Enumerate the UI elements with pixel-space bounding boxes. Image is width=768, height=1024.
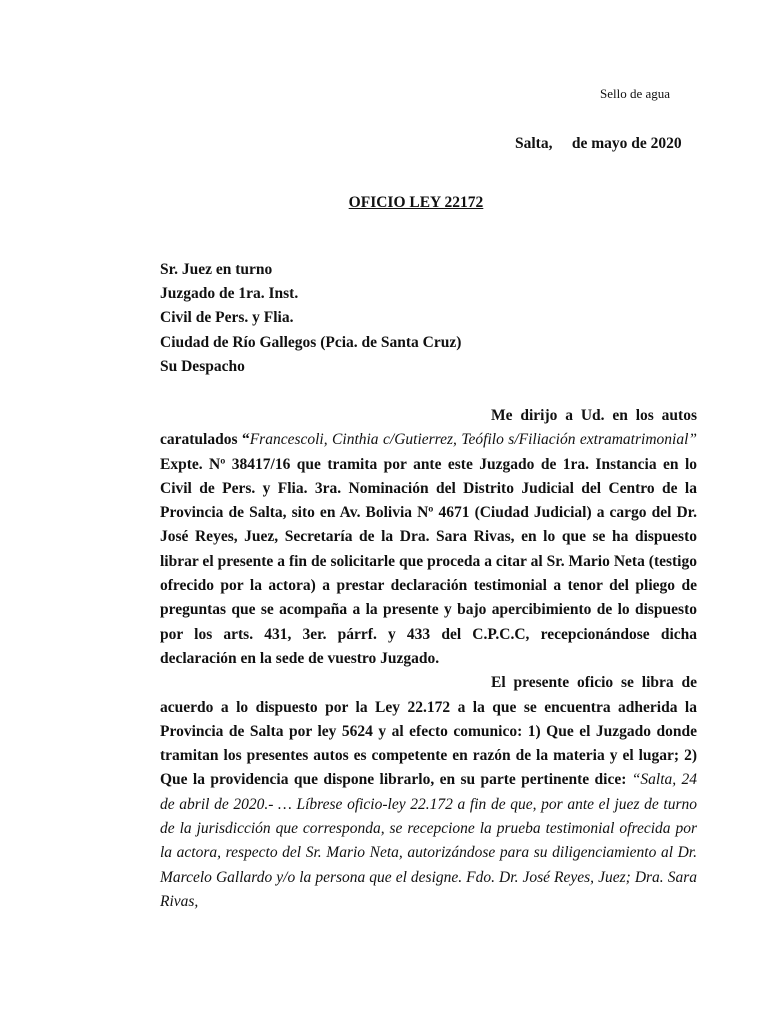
letter-body	[160, 404, 697, 914]
watermark-note: Sello de agua	[600, 86, 671, 101]
paragraph-rest: Expte. Nº 38417/16 que tramita por ante este Juzgado de 1ra. Instancia en lo Civil de Pers. y Flia. 3ra. Nominación del Distrito Judicial del Centro de la Provincia de Salta, sito en Av. Bolivia Nº 4671 (Ciudad Judicial) a cargo del Dr. José Reyes, Juez, Secretaría de la Dra. Sara Rivas, en lo que se ha dispuesto librar el presente a fin de solicitarle que proceda a citar al Sr. Mario Neta (testigo ofrecido por la actora) a prestar declaración testimonial a tenor del pliego de preguntas que se acompaña a la presente y bajo apercibimiento de lo dispuesto por los arts. 431, 3er. párrf. y 433 del C.P.C.C, recepcionándose dicha declaración en la sede de vuestro Juzgado.	[160, 455, 697, 667]
date-line: Salta, de mayo de 2020	[515, 135, 682, 152]
addressee-line: Sr. Juez en turno	[160, 261, 273, 278]
addressee-line: Juzgado de 1ra. Inst.	[160, 285, 299, 303]
case-title: Francescoli, Cinthia c/Gutierrez, Teófilo s/Filiación extramatrimonial”	[249, 431, 698, 449]
addressee-line: Civil de Pers. y Flia.	[160, 309, 294, 327]
court-order-quote: “Salta, 24 de abril de 2020.- … Líbrese oficio-ley 22.172 a fin de que, por ante el juez de turno de la jurisdicción que corresponda, se recepcione la prueba testimonial ofrecida por la actora, respecto del Sr. Mario Neta, autorizándose para su diligenciamiento al Dr. Marcelo Gallardo y/o la persona que el designe. Fdo. Dr. José Reyes, Juez; Dra. Sara Rivas,	[160, 771, 698, 910]
paragraph-lead: El presente oficio se libra de acuerdo a lo dispuesto por la Ley 22.172 a la que se encuentra adherida la Provincia de Salta por ley 5624 y al efecto comunico: 1) Que el Juzgado donde tramitan los presentes autos es competente en razón de la materia y el lugar; 2) Que la providencia que dispone librarlo, en su parte pertinente dice:	[160, 674, 697, 789]
addressee-line: Ciudad de Río Gallegos (Pcia. de Santa Cruz)	[160, 333, 462, 351]
paragraph-lead: Me dirijo a Ud. en los autos caratulados “	[160, 407, 697, 449]
addressee-block	[160, 258, 461, 379]
paragraph-legal-basis	[160, 671, 697, 914]
document-title: OFICIO LEY 22172	[348, 194, 484, 211]
addressee-line: Su Despacho	[160, 357, 245, 375]
paragraph-request	[160, 404, 697, 671]
